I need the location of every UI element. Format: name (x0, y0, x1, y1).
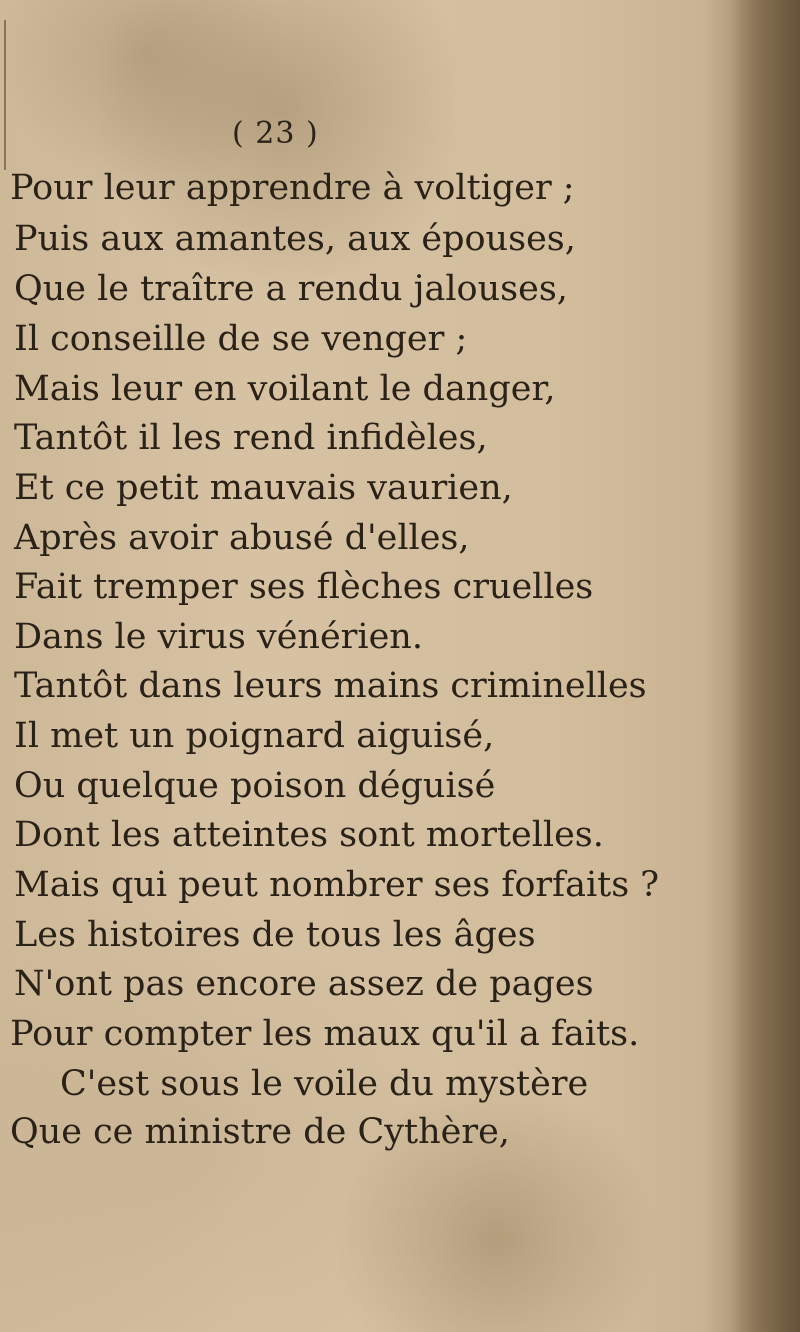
poem-line-8: Après avoir abusé d'elles, (14, 518, 470, 558)
poem-line-16: Les histoires de tous les âges (14, 915, 536, 955)
poem-line-13: Ou quelque poison déguisé (14, 766, 496, 806)
poem-line-11: Tantôt dans leurs mains criminelles (14, 666, 647, 706)
poem-line-20: Que ce ministre de Cythère, (10, 1112, 510, 1152)
poem-line-15: Mais qui peut nombrer ses forfaits ? (14, 865, 660, 905)
poem-line-4: Il conseille de se venger ; (14, 319, 468, 359)
poem-line-18: Pour compter les maux qu'il a faits. (10, 1014, 640, 1054)
poem-line-10: Dans le virus vénérien. (14, 617, 423, 657)
poem-line-5: Mais leur en voilant le danger, (14, 369, 556, 409)
poem-line-7: Et ce petit mauvais vaurien, (14, 468, 513, 508)
poem-line-19: C'est sous le voile du mystère (60, 1064, 589, 1104)
poem-line-14: Dont les atteintes sont mortelles. (14, 815, 604, 855)
poem-line-6: Tantôt il les rend infidèles, (14, 418, 488, 458)
poem-line-17: N'ont pas encore assez de pages (14, 964, 594, 1004)
poem-line-1: Pour leur apprendre à voltiger ; (10, 168, 575, 208)
poem-line-9: Fait tremper ses flèches cruelles (14, 567, 594, 607)
poem-line-2: Puis aux amantes, aux épouses, (14, 219, 576, 259)
poem-line-12: Il met un poignard aiguisé, (14, 716, 495, 756)
page-number: ( 23 ) (232, 116, 319, 151)
poem-line-3: Que le traître a rendu jalouses, (14, 269, 568, 309)
